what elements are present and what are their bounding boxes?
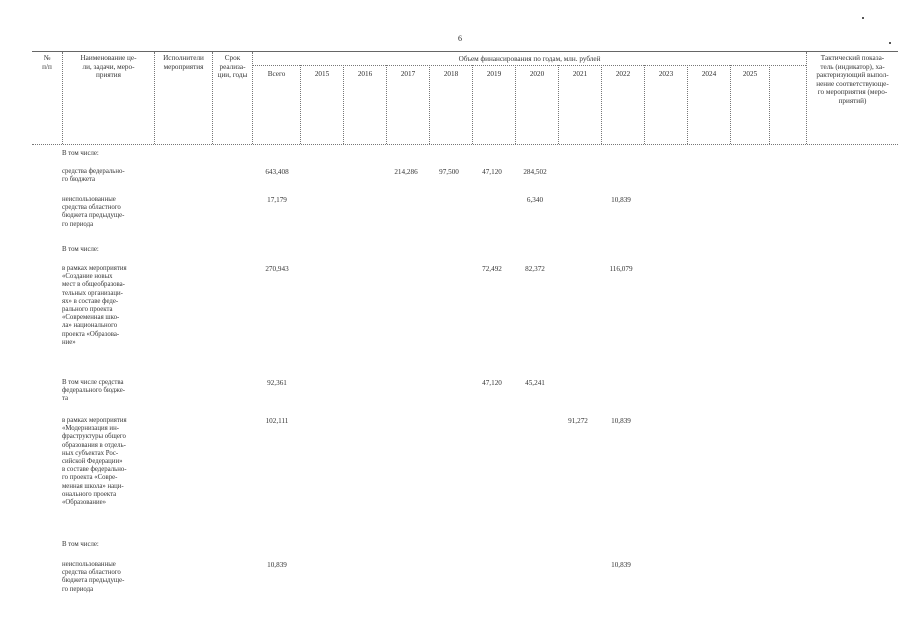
total-value: 643,408 <box>265 168 289 176</box>
year-value-2019: 47,120 <box>482 168 502 176</box>
year-value-2018: 97,500 <box>439 168 459 176</box>
year-value-2019: 72,492 <box>482 265 502 273</box>
year-value-2020: 82,372 <box>525 265 545 273</box>
year-header: 2025 <box>742 70 758 78</box>
table-header <box>32 51 898 145</box>
year-value-2022: 10,839 <box>611 196 631 204</box>
col-indicator-header: Тактический показа- тель (индикатор), ха- рактеризующий выпол- нение соответствующе- го мероприятия (меро- приятий) <box>816 54 889 105</box>
year-value-2021: 91,272 <box>568 417 588 425</box>
year-header: 2017 <box>400 70 416 78</box>
total-value: 92,361 <box>267 379 287 387</box>
row-label: В том числе: <box>62 246 99 253</box>
year-value-2020: 284,502 <box>523 168 547 176</box>
year-header: 2021 <box>572 70 588 78</box>
year-value-2022: 10,839 <box>611 561 631 569</box>
year-value-2022: 116,079 <box>609 265 633 273</box>
year-value-2017: 214,286 <box>394 168 418 176</box>
scan-mark <box>862 17 864 19</box>
row-label: неиспользованные средства областного бюджета предыдуще- го периода <box>62 561 125 593</box>
year-header: 2016 <box>357 70 373 78</box>
row-label: в рамках мероприятия «Модернизация ин- фраструктуры общего образования в отдель- ных субъектах Рос- сийской Федерации» в составе федерально- го проекта «Совре- менная школа» наци- онального проекта «Образование» <box>62 417 127 507</box>
row-label: В том числе средства федерального бюдже- та <box>62 379 126 403</box>
col-executor-header: Исполнители мероприятия <box>163 54 204 71</box>
total-value: 17,179 <box>267 196 287 204</box>
year-header: 2020 <box>529 70 545 78</box>
col-total-header: Всего <box>267 70 286 78</box>
year-value-2019: 47,120 <box>482 379 502 387</box>
scan-mark <box>889 42 891 44</box>
row-label: в рамках мероприятия «Создание новых мест в общеобразова- тельных организаци- ях» в составе феде- рального проекта «Современная шко- ла» национального проекта «Образова- ние» <box>62 265 127 346</box>
year-value-2020: 6,340 <box>526 196 544 204</box>
col-funding-header: Объем финансирования по годам, млн. рублей <box>458 55 601 63</box>
row-label: неиспользованные средства областного бюджета предыдуще- го периода <box>62 196 125 228</box>
year-header: 2023 <box>658 70 674 78</box>
col-name-header: Наименование це- ли, задачи, меро- приятия <box>80 54 137 80</box>
total-value: 102,111 <box>265 417 289 425</box>
col-term-header: Срок реализа- ции, годы <box>217 54 248 80</box>
year-header: 2015 <box>314 70 330 78</box>
total-value: 270,943 <box>265 265 289 273</box>
year-header: 2018 <box>443 70 459 78</box>
year-value-2022: 10,839 <box>611 417 631 425</box>
year-header: 2024 <box>701 70 717 78</box>
year-header: 2019 <box>486 70 502 78</box>
row-label: средства федерально- го бюджета <box>62 168 125 184</box>
year-value-2020: 45,241 <box>525 379 545 387</box>
row-label: В том числе: <box>62 541 99 548</box>
page-number: 6 <box>458 34 462 43</box>
col-number-header: № п/п <box>42 54 52 71</box>
total-value: 10,839 <box>267 561 287 569</box>
row-label: В том числе: <box>62 150 99 157</box>
year-header: 2022 <box>615 70 631 78</box>
